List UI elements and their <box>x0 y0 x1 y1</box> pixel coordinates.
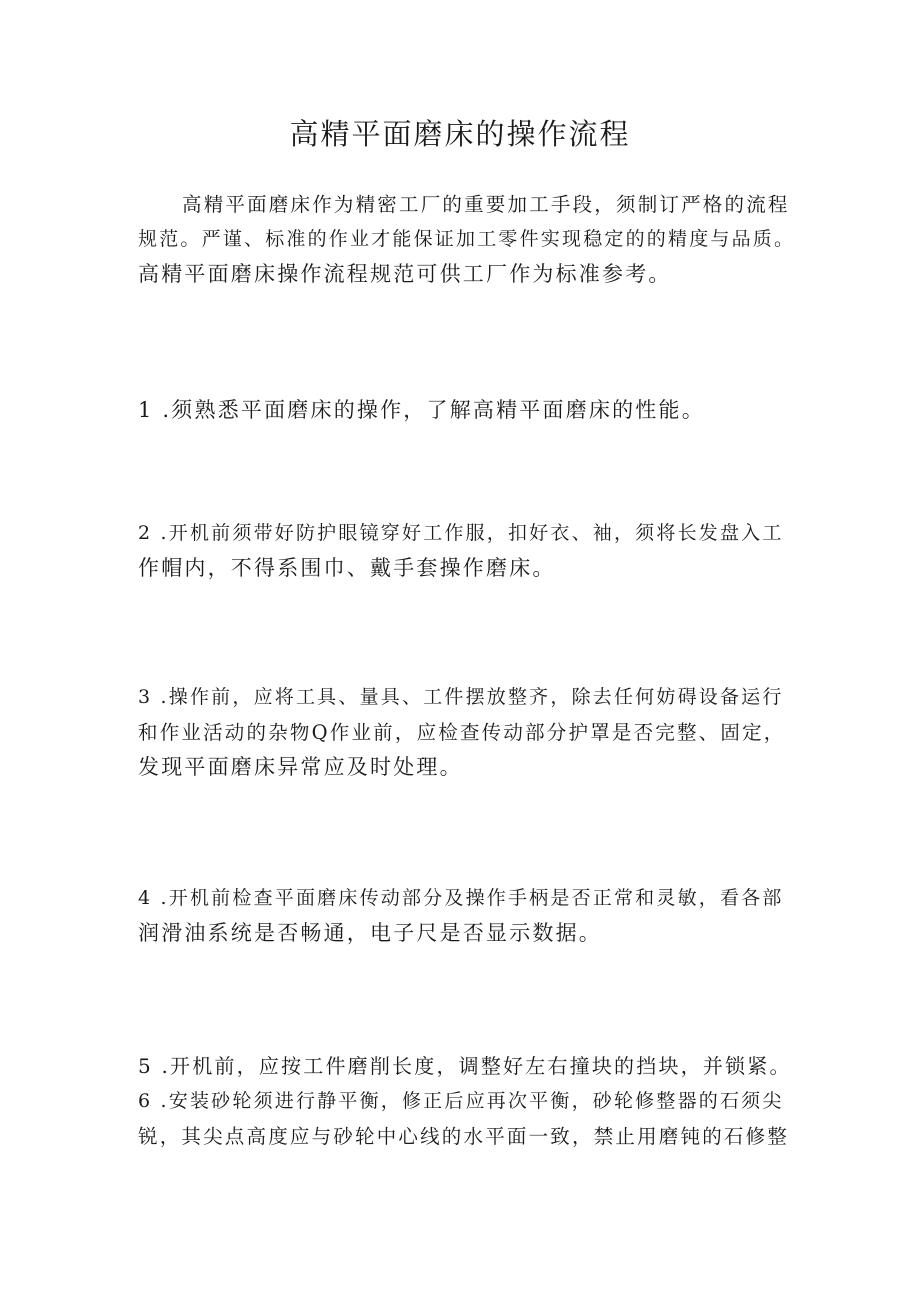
step-line: 锐，其尖点高度应与砂轮中心线的水平面一致，禁止用磨钝的石修整 <box>138 1125 790 1148</box>
intro-line: 规范。严谨、标准的作业才能保证加工零件实现稳定的的精度与品质。 <box>138 228 796 250</box>
step-line: 作帽内，不得系围巾、戴手套操作磨床。 <box>138 556 556 580</box>
step-line: 润滑油系统是否畅通，电子尺是否显示数据。 <box>138 921 602 945</box>
step-4 <box>138 881 798 951</box>
intro-line: 高精平面磨床操作流程规范可供工厂作为标准参考。 <box>138 262 672 286</box>
step-line: 5 .开机前，应按工件磨削长度，调整好左右撞块的挡块，并锁紧。 <box>138 1054 792 1078</box>
step-1 <box>138 393 798 428</box>
step-5-6 <box>138 1049 798 1154</box>
step-2 <box>138 516 798 586</box>
step-3 <box>138 680 798 785</box>
step-line: 3 .操作前，应将工具、量具、工件摆放整齐，除去任何妨碍设备运行 <box>138 686 784 708</box>
step-line: 1 .须熟悉平面磨床的操作，了解高精平面磨床的性能。 <box>138 398 705 422</box>
document-title: 高精平面磨床的操作流程 <box>289 117 631 151</box>
step-line: 2 .开机前须带好防护眼镜穿好工作服，扣好衣、袖，须将长发盘入工 <box>138 522 784 544</box>
step-line: 发现平面磨床异常应及时处理。 <box>138 755 463 779</box>
step-line: 6 .安装砂轮须进行静平衡，修正后应再次平衡，砂轮修整器的石须尖 <box>138 1090 784 1112</box>
intro-paragraph <box>138 187 798 292</box>
step-line: 和作业活动的杂物Q作业前，应检查传动部分护罩是否完整、固定， <box>138 721 786 744</box>
step-line: 4 .开机前检查平面磨床传动部分及操作手柄是否正常和灵敏，看各部 <box>138 887 784 909</box>
intro-line: 高精平面磨床作为精密工厂的重要加工手段，须制订严格的流程 <box>182 193 790 216</box>
